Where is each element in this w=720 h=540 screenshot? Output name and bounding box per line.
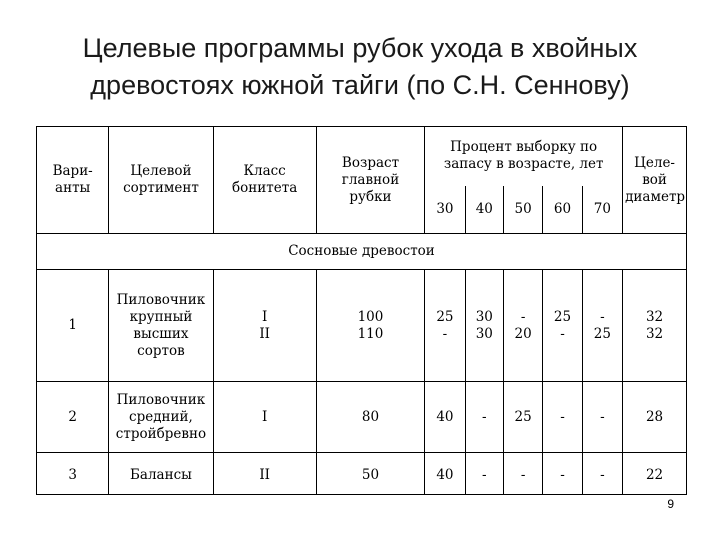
thinning-programs-table <box>36 126 687 495</box>
cell-p30: 25 - <box>425 270 465 382</box>
cell-assortment: Балансы <box>109 453 213 495</box>
cell-variant: 1 <box>37 270 109 382</box>
cell-bonitet: I II <box>213 270 316 382</box>
header-age-50: 50 <box>503 186 542 234</box>
cell-p50: 25 <box>503 382 542 453</box>
cell-cut-age: 100 110 <box>316 270 425 382</box>
cell-p40: - <box>465 453 503 495</box>
header-age-60: 60 <box>543 186 582 234</box>
cell-p30: 40 <box>425 453 465 495</box>
table-row <box>37 453 687 495</box>
title-line-2: древостоях южной тайги (по С.Н. Сеннову) <box>90 70 630 100</box>
cell-p40: 30 30 <box>465 270 503 382</box>
cell-assortment: Пиловочник крупный высших сортов <box>109 270 213 382</box>
section-pine-stands: Сосновые древостои <box>37 234 687 270</box>
header-age-30: 30 <box>425 186 465 234</box>
cell-variant: 2 <box>37 382 109 453</box>
title-line-1: Целевые программы рубок ухода в хвойных <box>82 33 638 63</box>
cell-cut-age: 50 <box>316 453 425 495</box>
page-number: 9 <box>667 497 674 511</box>
slide-title <box>0 30 720 104</box>
cell-p50: - <box>503 453 542 495</box>
header-age-40: 40 <box>465 186 503 234</box>
cell-variant: 3 <box>37 453 109 495</box>
table-row <box>37 270 687 382</box>
header-percent: Процент выборку по запасу в возрасте, лет <box>425 127 623 186</box>
cell-diameter: 28 <box>623 382 687 453</box>
header-variants: Вари- анты <box>37 127 109 234</box>
cell-p70: - <box>582 382 622 453</box>
header-bonitet: Класс бонитета <box>213 127 316 234</box>
cell-assortment: Пиловочник средний, стройбревно <box>109 382 213 453</box>
cell-p60: - <box>543 382 582 453</box>
cell-bonitet: II <box>213 453 316 495</box>
cell-bonitet: I <box>213 382 316 453</box>
cell-p60: - <box>543 453 582 495</box>
header-cut-age: Возраст главной рубки <box>316 127 425 234</box>
header-assortment: Целевой сортимент <box>109 127 213 234</box>
table-row <box>37 382 687 453</box>
cell-p70: - <box>582 453 622 495</box>
header-age-70: 70 <box>582 186 622 234</box>
cell-cut-age: 80 <box>316 382 425 453</box>
cell-p30: 40 <box>425 382 465 453</box>
cell-p50: - 20 <box>503 270 542 382</box>
cell-diameter: 22 <box>623 453 687 495</box>
cell-p70: - 25 <box>582 270 622 382</box>
header-diameter: Целе- вой диаметр <box>623 127 687 234</box>
cell-diameter: 32 32 <box>623 270 687 382</box>
cell-p60: 25 - <box>543 270 582 382</box>
cell-p40: - <box>465 382 503 453</box>
